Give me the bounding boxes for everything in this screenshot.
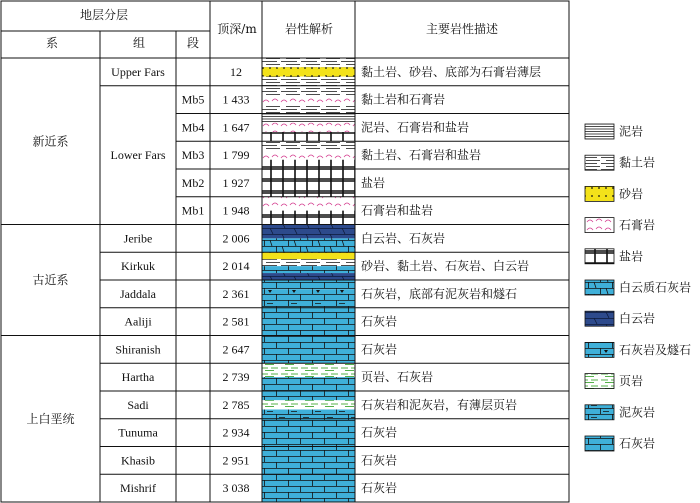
lithology-description: 黏土岩和石膏岩 <box>361 92 446 107</box>
legend-swatch <box>585 186 614 201</box>
lithology-description: 石灰岩 <box>361 314 398 329</box>
legend-label: 黏土岩 <box>619 155 656 170</box>
legend-label: 页岩 <box>619 374 644 389</box>
lithology-description: 石灰岩，底部有泥灰岩和燧石 <box>361 286 518 301</box>
legend-swatch <box>585 311 614 326</box>
lithology-description: 黏土岩、砂岩、底部为石膏岩薄层 <box>361 64 542 79</box>
legend-swatch <box>585 436 614 451</box>
top-depth-value: 12 <box>230 64 242 79</box>
legend-swatch <box>585 280 614 295</box>
legend-label: 盐岩 <box>619 249 644 264</box>
legend-label: 泥灰岩 <box>619 405 656 420</box>
legend-label: 白云质石灰岩 <box>619 280 692 295</box>
top-depth-value: 2 951 <box>222 453 250 468</box>
legend-item-mudstone <box>585 124 643 140</box>
lithology-band-claystone <box>262 58 355 67</box>
legend-item-dolomitic_limestone <box>585 280 691 296</box>
legend-label: 白云岩 <box>619 311 656 326</box>
lithology-band-dolomite <box>262 273 355 280</box>
member-label: Mb5 <box>181 92 205 107</box>
lithology-band-limestone <box>262 266 355 273</box>
legend-label: 石灰岩 <box>619 436 656 451</box>
lithology-band-limestone <box>262 308 355 336</box>
member-label: Mb2 <box>181 175 205 190</box>
lithology-band-sandstone <box>262 252 355 259</box>
header-description: 主要岩性描述 <box>425 22 499 36</box>
lithology-description: 盐岩 <box>361 175 386 190</box>
top-depth-value: 1 927 <box>222 175 250 190</box>
header-member: 段 <box>186 36 200 50</box>
legend-item-chert_limestone <box>585 342 691 358</box>
lithology-band-gypsum <box>262 123 355 132</box>
legend-item-sandstone <box>585 186 643 202</box>
legend-label: 砂岩 <box>619 186 644 201</box>
lithology-band-limestone <box>262 447 355 475</box>
legend-item-claystone <box>585 155 655 171</box>
group-label: Lower Fars <box>110 148 166 163</box>
legend-swatch <box>585 374 614 389</box>
group-label: Tunuma <box>118 425 158 440</box>
top-depth-value: 2 014 <box>222 259 250 274</box>
lithology-band-claystone <box>262 141 355 150</box>
lithology-description: 石灰岩和泥灰岩，有薄层页岩 <box>361 397 518 412</box>
member-label: Mb1 <box>181 203 205 218</box>
lithology-band-shale <box>262 400 355 409</box>
lithology-description: 白云岩、石灰岩 <box>361 231 446 246</box>
legend-swatch <box>585 249 614 264</box>
group-label: Mishrif <box>120 481 156 496</box>
lithology-band-claystone <box>262 86 355 95</box>
lithology-description: 页岩、石灰岩 <box>361 370 434 385</box>
lithology-band-limestone <box>262 336 355 364</box>
system-label: 上白垩统 <box>26 411 75 426</box>
lithology-band-mudstone <box>262 114 355 123</box>
lithology-band-salt <box>262 160 355 169</box>
legend-item-salt <box>585 248 643 264</box>
legend-item-dolomite <box>585 311 655 327</box>
stratigraphy-table <box>1 1 569 502</box>
top-depth-value: 1 948 <box>222 203 250 218</box>
lithology-band-claystone <box>262 77 355 86</box>
top-depth-value: 2 934 <box>222 425 250 440</box>
header-lithology-column: 岩性解析 <box>284 22 334 36</box>
lithology-band-marl <box>262 410 355 419</box>
lithology-band-limestone <box>262 391 355 400</box>
system-label: 古近系 <box>32 273 69 287</box>
legend-swatch <box>585 405 614 420</box>
group-label: Hartha <box>121 370 155 385</box>
lithology-description: 泥岩、石膏岩和盐岩 <box>361 120 470 135</box>
group-label: Khasib <box>121 453 155 468</box>
group-label: Sadi <box>127 397 149 412</box>
legend-item-shale <box>585 373 643 389</box>
legend-item-limestone <box>585 436 655 452</box>
member-label: Mb3 <box>181 148 205 163</box>
group-label: Upper Fars <box>111 64 165 79</box>
member-label: Mb4 <box>181 120 205 135</box>
group-label: Jeribe <box>123 231 153 246</box>
header-system: 系 <box>45 36 59 50</box>
group-label: Kirkuk <box>121 259 155 274</box>
lithology-band-gypsum <box>262 151 355 160</box>
lithology-band-salt <box>262 211 355 225</box>
top-depth-value: 2 581 <box>222 314 250 329</box>
lithology-band-limestone <box>262 419 355 447</box>
lithology-description: 石灰岩 <box>361 425 398 440</box>
top-depth-value: 2 006 <box>222 231 250 246</box>
lithology-band-gypsum <box>262 95 355 104</box>
lithology-band-dolomite <box>262 225 355 239</box>
legend-label: 泥岩 <box>619 124 644 139</box>
top-depth-value: 1 799 <box>222 148 250 163</box>
header-top-depth: 顶深/m <box>217 22 257 36</box>
top-depth-value: 3 038 <box>222 481 250 496</box>
legend-item-marl <box>585 404 655 420</box>
top-depth-value: 1 647 <box>222 120 250 135</box>
group-label: Aaliji <box>124 314 152 329</box>
group-label: Shiranish <box>115 342 161 357</box>
lithology-band-salt <box>262 132 355 141</box>
group-label: Jaddala <box>120 286 156 301</box>
legend-swatch <box>585 155 614 170</box>
legend-label: 石灰岩及燧石 <box>619 342 692 357</box>
top-depth-value: 2 647 <box>222 342 250 357</box>
lithology-description: 砂岩、黏土岩、石灰岩、白云岩 <box>361 259 530 274</box>
legend <box>585 124 691 452</box>
lithology-band-dolomitic_limestone <box>262 238 355 252</box>
lithology-description: 石膏岩和盐岩 <box>361 203 434 218</box>
legend-swatch <box>585 218 614 233</box>
lithology-band-sandstone <box>262 67 355 76</box>
lithology-band-shale <box>262 363 355 377</box>
top-depth-value: 2 739 <box>222 370 250 385</box>
lithology-band-limestone <box>262 474 355 502</box>
header-group: 组 <box>132 36 146 50</box>
lithology-description: 石灰岩 <box>361 453 398 468</box>
header-strata: 地层分层 <box>79 8 129 22</box>
lithology-band-claystone <box>262 104 355 113</box>
lithology-band-marl <box>262 299 355 308</box>
top-depth-value: 2 785 <box>222 397 250 412</box>
lithology-band-limestone <box>262 377 355 391</box>
lithology-description: 石灰岩 <box>361 481 398 496</box>
lithology-band-gypsum <box>262 197 355 211</box>
legend-label: 石膏岩 <box>619 218 656 233</box>
legend-item-gypsum <box>585 217 655 233</box>
lithology-band-salt <box>262 169 355 197</box>
lithology-description: 石灰岩 <box>361 342 398 357</box>
lithology-band-limestone <box>262 280 355 289</box>
lithology-band-claystone <box>262 259 355 266</box>
top-depth-value: 1 433 <box>222 92 250 107</box>
lithology-description: 黏土岩、石膏岩和盐岩 <box>361 148 482 163</box>
top-depth-value: 2 361 <box>222 286 250 301</box>
lithology-band-chert_limestone <box>262 289 355 298</box>
legend-swatch <box>585 342 614 357</box>
system-label: 新近系 <box>32 134 69 149</box>
legend-swatch <box>585 124 614 139</box>
